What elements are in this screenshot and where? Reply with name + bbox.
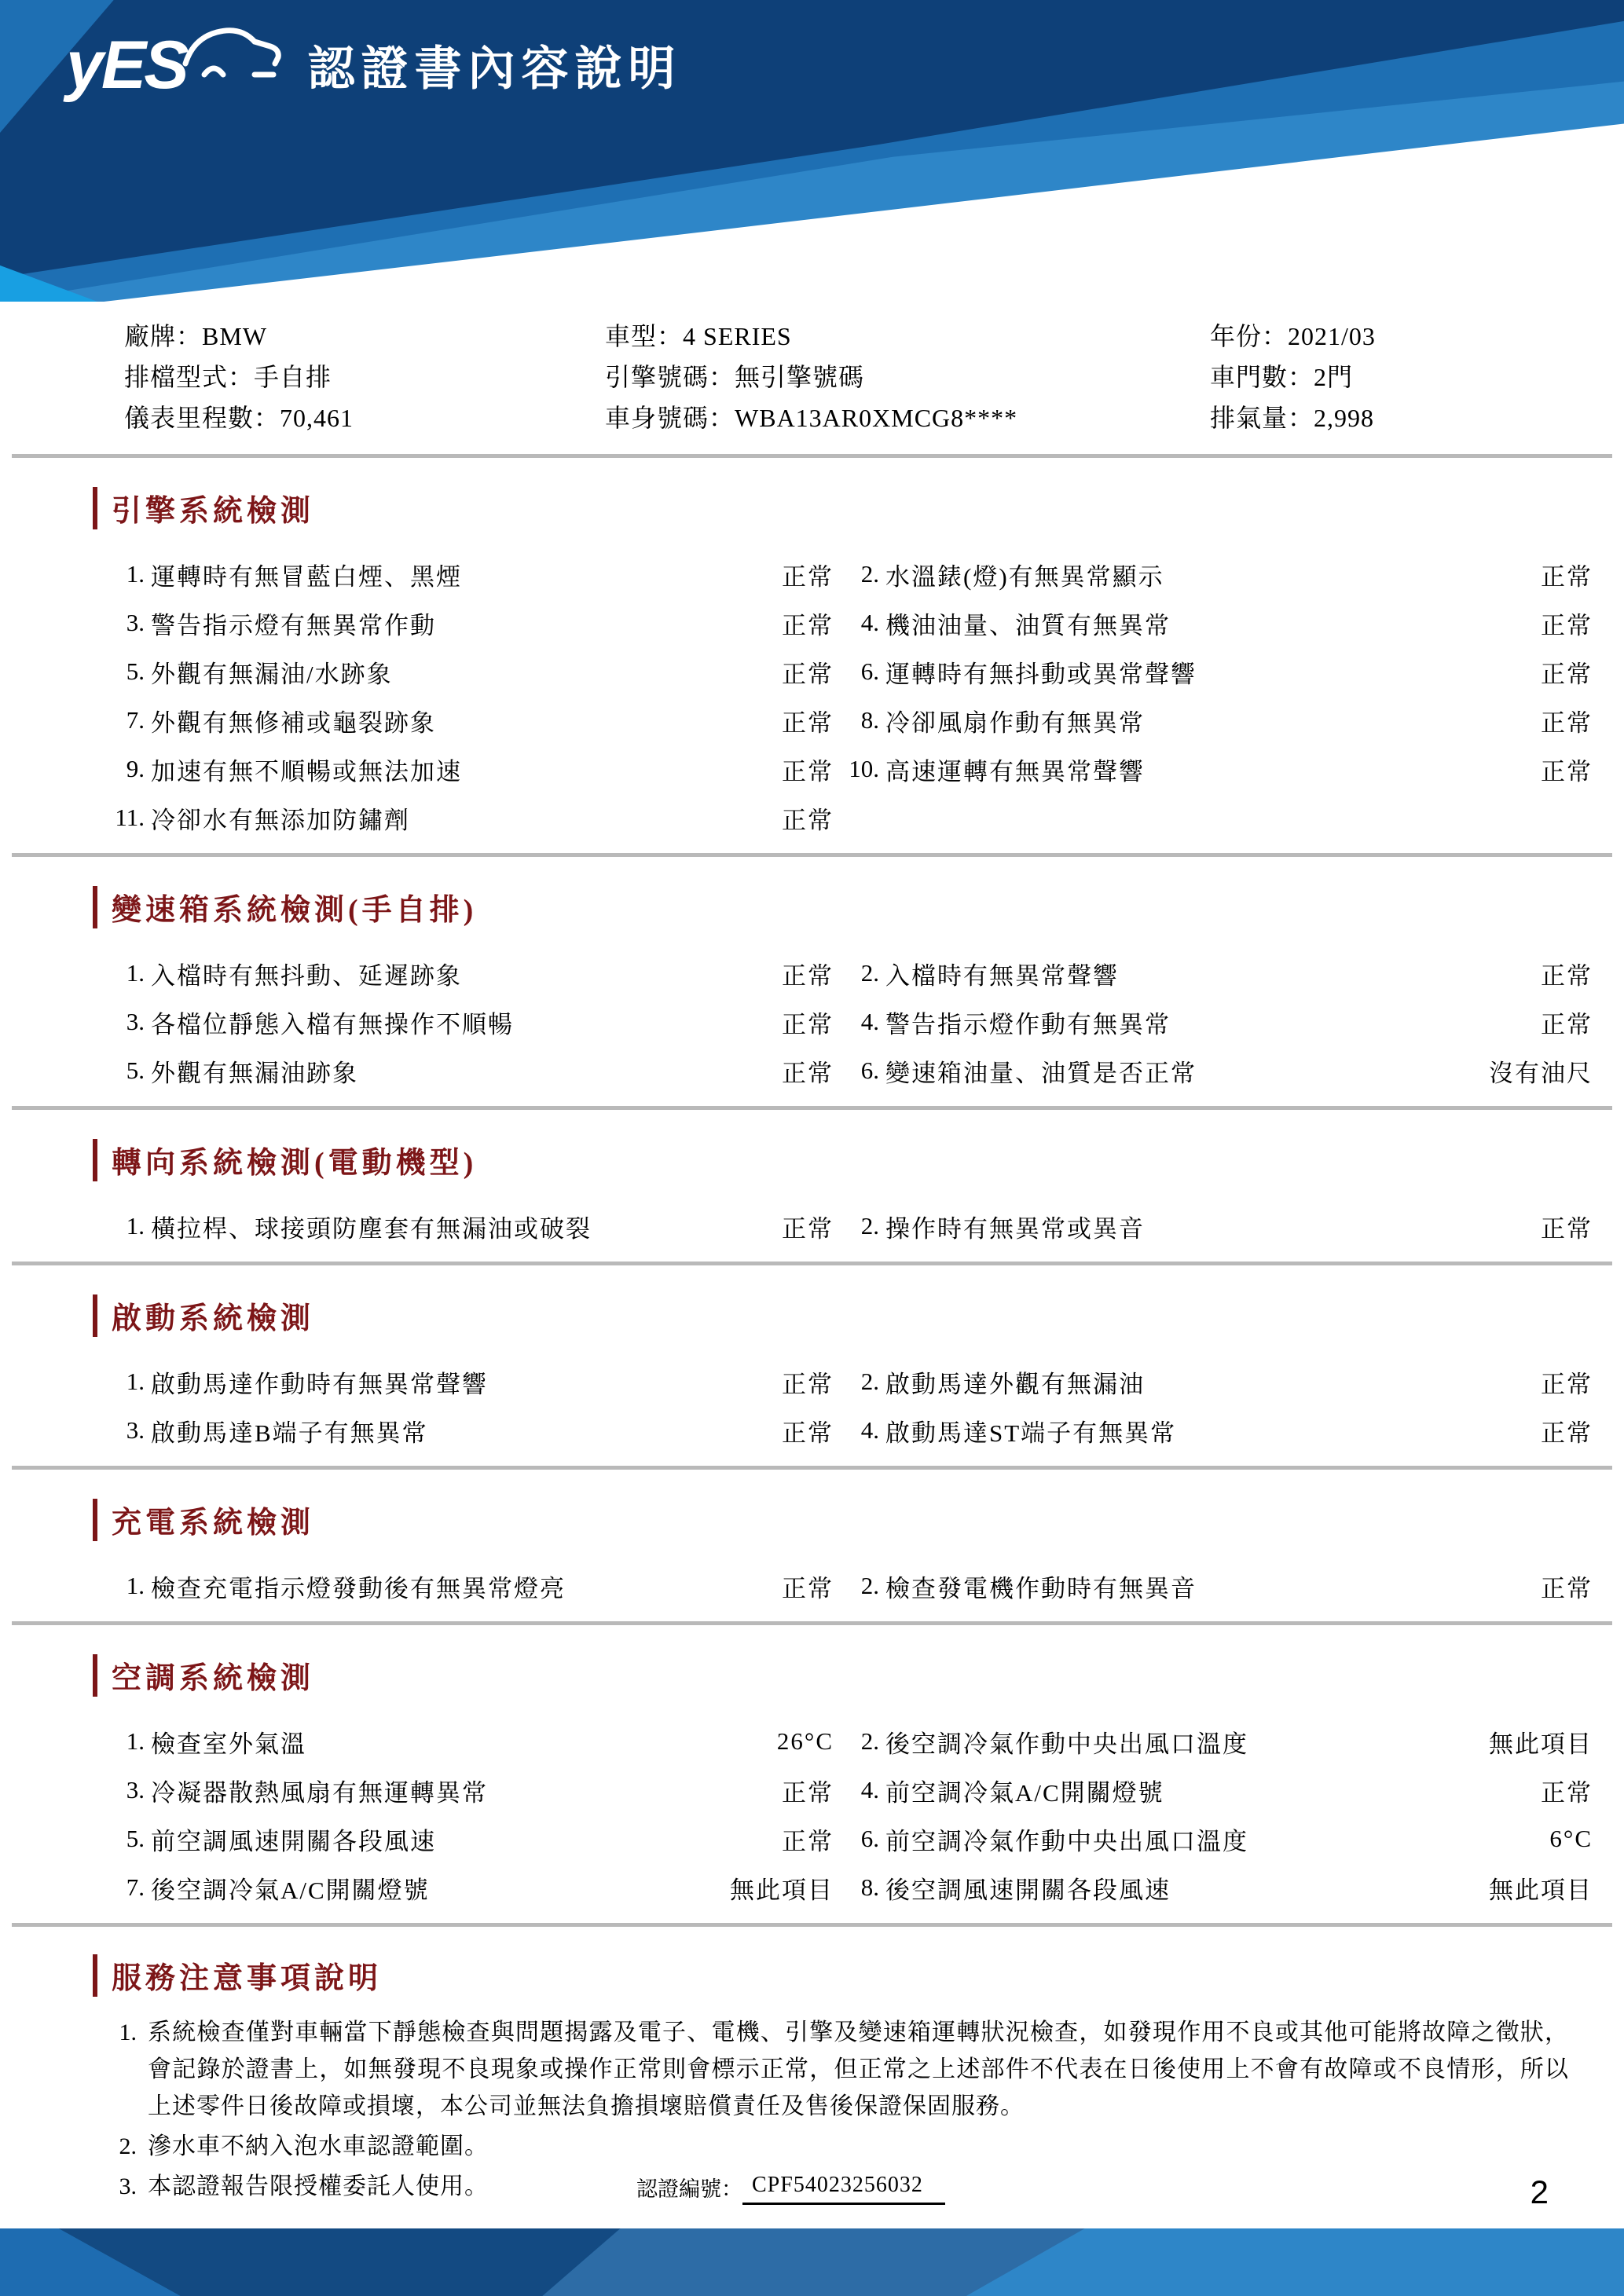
item-number: 9. xyxy=(126,755,145,782)
field-label: 排氣量： xyxy=(1210,404,1314,432)
check-item xyxy=(834,752,1593,787)
section-items xyxy=(0,1709,1624,1917)
check-item xyxy=(834,1822,1593,1857)
note-text: 系統檢查僅對車輛當下靜態檢查與問題揭露及電子、電機、引擎及變速箱運轉狀況檢查，如發現作用不良或其他可能將故障之徵狀，會記錄於證書上，如無發現不良現象或操作正常則會標示正常，但正常之上述部件不代表在日後使用上不會有故障或不良情形，所以上述零件日後故障或損壞，本公司並無法負擔損壞賠償責任及售後保證保固服務。 xyxy=(148,2020,1569,2119)
note-text: 滲水車不納入泡水車認證範圍。 xyxy=(148,2133,489,2159)
item-label: 後空調冷氣作動中央出風口溫度 xyxy=(885,1730,1248,1758)
item-number: 8. xyxy=(860,706,879,734)
item-label: 入檔時有無異常聲響 xyxy=(885,961,1119,990)
page-footer xyxy=(0,2228,1624,2296)
item-label: 啟動馬達作動時有無異常聲響 xyxy=(151,1370,488,1398)
item-label: 各檔位靜態入檔有無操作不順暢 xyxy=(151,1010,514,1038)
item-number: 3. xyxy=(126,1416,145,1444)
divider xyxy=(12,1923,1612,1927)
field-label: 引擎號碼： xyxy=(605,363,735,391)
item-row xyxy=(99,696,1593,745)
check-item xyxy=(99,1724,834,1760)
field-value: 2,998 xyxy=(1314,404,1375,432)
check-item xyxy=(834,1005,1593,1040)
item-number: 6. xyxy=(860,1825,879,1852)
vehicle-field-mileage xyxy=(124,397,605,438)
item-value: 正常 xyxy=(1541,1010,1593,1038)
section-service-notes xyxy=(0,1933,1624,2205)
item-row xyxy=(99,1046,1593,1095)
item-label: 冷卻水有無添加防鏽劑 xyxy=(151,806,410,834)
item-value: 正常 xyxy=(1541,611,1593,639)
section-title-text: 轉向系統檢測(電動機型) xyxy=(112,1147,478,1180)
item-label: 警告指示燈作動有無異常 xyxy=(885,1010,1171,1038)
item-number: 2. xyxy=(860,959,879,987)
field-label: 年份： xyxy=(1210,322,1289,350)
item-row xyxy=(99,1766,1593,1814)
item-row xyxy=(99,793,1593,842)
item-number: 8. xyxy=(860,1873,879,1901)
section-aircon xyxy=(0,1631,1624,1917)
check-item xyxy=(99,606,834,641)
item-row xyxy=(99,1717,1593,1766)
item-label: 警告指示燈有無異常作動 xyxy=(151,611,436,639)
item-row xyxy=(99,1863,1593,1912)
section-header-transmission xyxy=(93,885,1624,928)
item-label: 外觀有無漏油跡象 xyxy=(151,1059,358,1087)
item-value: 正常 xyxy=(782,1214,834,1243)
section-items xyxy=(0,1554,1624,1615)
item-value: 正常 xyxy=(782,757,834,785)
section-items xyxy=(0,1194,1624,1255)
vehicle-field-vin xyxy=(605,397,1210,438)
check-item xyxy=(99,1209,834,1244)
item-value: 正常 xyxy=(782,709,834,737)
vehicle-field-brand xyxy=(124,316,605,357)
vehicle-field-transmission xyxy=(124,357,605,397)
field-value: 4 SERIES xyxy=(683,322,792,350)
check-item xyxy=(834,1724,1593,1760)
item-number: 1. xyxy=(126,1727,145,1755)
check-item xyxy=(99,1364,834,1400)
item-row xyxy=(99,949,1593,998)
item-row xyxy=(99,1357,1593,1406)
certificate-number-label: 認證編號： xyxy=(636,2177,742,2201)
item-number: 6. xyxy=(860,657,879,685)
section-title-bar xyxy=(93,1954,97,1997)
item-value: 正常 xyxy=(1541,660,1593,688)
item-number: 5. xyxy=(126,1825,145,1852)
field-label: 車型： xyxy=(605,322,684,350)
item-value: 正常 xyxy=(1541,1419,1593,1447)
item-value: 正常 xyxy=(1541,1778,1593,1807)
item-row xyxy=(99,998,1593,1046)
check-item xyxy=(99,956,834,991)
item-label: 水溫錶(燈)有無異常顯示 xyxy=(885,562,1164,591)
item-number: 2. xyxy=(860,1727,879,1755)
section-header-notes xyxy=(93,1954,1624,1997)
section-header-starting xyxy=(93,1294,1624,1337)
item-number: 1. xyxy=(126,1368,145,1395)
item-label: 運轉時有無抖動或異常聲響 xyxy=(885,660,1197,688)
field-value: 手自排 xyxy=(254,363,332,391)
section-title-text: 引擎系統檢測 xyxy=(112,495,315,528)
section-title-bar xyxy=(93,1654,97,1697)
item-value: 正常 xyxy=(782,562,834,591)
item-number: 3. xyxy=(126,609,145,636)
item-number: 1. xyxy=(126,1572,145,1599)
section-title-text: 服務注意事項說明 xyxy=(112,1962,383,1995)
check-item xyxy=(834,1364,1593,1400)
item-number: 7. xyxy=(126,706,145,734)
item-value: 正常 xyxy=(782,660,834,688)
divider xyxy=(12,853,1612,857)
item-number: 4. xyxy=(860,609,879,636)
item-number: 1. xyxy=(126,959,145,987)
item-number: 2. xyxy=(860,1368,879,1395)
vehicle-field-engine-no xyxy=(605,357,1210,397)
check-item xyxy=(99,800,834,836)
item-value: 無此項目 xyxy=(1489,1876,1593,1904)
item-value: 正常 xyxy=(782,1419,834,1447)
note-list xyxy=(0,2009,1624,2205)
item-label: 外觀有無漏油/水跡象 xyxy=(151,660,393,688)
section-starting xyxy=(0,1272,1624,1459)
item-label: 入檔時有無抖動、延遲跡象 xyxy=(151,961,462,990)
check-item xyxy=(99,1413,834,1448)
item-label: 後空調冷氣A/C開關燈號 xyxy=(151,1876,430,1904)
field-label: 廠牌： xyxy=(124,322,203,350)
section-steering xyxy=(0,1116,1624,1255)
section-header-aircon xyxy=(93,1653,1624,1697)
field-value: WBA13AR0XMCG8**** xyxy=(735,404,1018,432)
section-title-bar xyxy=(93,1139,97,1181)
field-value: 無引擎號碼 xyxy=(735,363,865,391)
check-item xyxy=(834,1209,1593,1244)
check-item xyxy=(99,1773,834,1808)
divider xyxy=(12,1106,1612,1110)
section-title-text: 空調系統檢測 xyxy=(112,1662,315,1695)
check-item xyxy=(99,1005,834,1040)
divider xyxy=(12,1262,1612,1265)
section-title-bar xyxy=(93,1499,97,1541)
check-item xyxy=(99,557,834,592)
check-item xyxy=(99,654,834,690)
item-number: 2. xyxy=(860,1212,879,1240)
item-row xyxy=(99,1202,1593,1251)
vehicle-field-year xyxy=(1210,316,1596,357)
check-item xyxy=(834,956,1593,991)
item-value: 正常 xyxy=(1541,1370,1593,1398)
check-item xyxy=(99,1569,834,1604)
item-label: 加速有無不順暢或無法加速 xyxy=(151,757,462,785)
item-label: 前空調風速開關各段風速 xyxy=(151,1827,436,1855)
item-value: 正常 xyxy=(782,1370,834,1398)
item-label: 高速運轉有無異常聲響 xyxy=(885,757,1145,785)
section-title-bar xyxy=(93,487,97,529)
field-value: BMW xyxy=(202,322,268,350)
item-label: 檢查室外氣溫 xyxy=(151,1730,306,1758)
vehicle-field-displacement xyxy=(1210,397,1596,438)
item-label: 檢查充電指示燈發動後有無異常燈亮 xyxy=(151,1574,566,1602)
field-label: 車身號碼： xyxy=(605,404,735,432)
section-transmission xyxy=(0,863,1624,1100)
item-number: 7. xyxy=(126,1873,145,1901)
check-item xyxy=(834,557,1593,592)
divider xyxy=(12,1466,1612,1470)
item-label: 機油油量、油質有無異常 xyxy=(885,611,1171,639)
item-row xyxy=(99,550,1593,599)
check-item xyxy=(99,1822,834,1857)
item-value: 正常 xyxy=(782,1778,834,1807)
item-number: 4. xyxy=(860,1416,879,1444)
item-row xyxy=(99,1406,1593,1455)
item-label: 冷凝器散熱風扇有無運轉異常 xyxy=(151,1778,488,1807)
item-label: 檢查發電機作動時有無異音 xyxy=(885,1574,1197,1602)
note-number: 3. xyxy=(119,2173,137,2199)
item-row xyxy=(99,1562,1593,1610)
item-value: 正常 xyxy=(1541,757,1593,785)
item-value: 正常 xyxy=(782,1059,834,1087)
item-value: 正常 xyxy=(1541,1574,1593,1602)
item-row xyxy=(99,745,1593,793)
divider xyxy=(12,454,1612,458)
item-number: 10. xyxy=(849,755,879,782)
item-number: 3. xyxy=(126,1776,145,1803)
page-number: 2 xyxy=(1530,2173,1549,2210)
item-label: 啟動馬達ST端子有無異常 xyxy=(885,1419,1177,1447)
note-text: 本認證報告限授權委託人使用。 xyxy=(148,2173,489,2199)
note-item xyxy=(101,2014,1569,2125)
page-header xyxy=(0,0,1624,302)
vehicle-info xyxy=(0,302,1624,448)
item-label: 前空調冷氣A/C開關燈號 xyxy=(885,1778,1164,1807)
certificate-number-block xyxy=(636,2168,945,2205)
item-value: 正常 xyxy=(782,1827,834,1855)
page-title: 認證書內容說明 xyxy=(307,42,682,95)
check-item xyxy=(834,1413,1593,1448)
certificate-number-value: CPF54023256032 xyxy=(742,2170,945,2205)
note-item xyxy=(101,2168,1569,2205)
item-number: 4. xyxy=(860,1008,879,1035)
item-number: 4. xyxy=(860,1776,879,1803)
item-label: 橫拉桿、球接頭防塵套有無漏油或破裂 xyxy=(151,1214,592,1243)
item-value: 沒有油尺 xyxy=(1489,1059,1593,1087)
item-label: 操作時有無異常或異音 xyxy=(885,1214,1145,1243)
divider xyxy=(12,1621,1612,1625)
item-label: 變速箱油量、油質是否正常 xyxy=(885,1059,1197,1087)
item-value: 無此項目 xyxy=(1489,1730,1593,1758)
item-label: 運轉時有無冒藍白煙、黑煙 xyxy=(151,562,462,591)
check-item xyxy=(834,1053,1593,1089)
item-row xyxy=(99,647,1593,696)
check-item xyxy=(99,703,834,738)
item-label: 冷卻風扇作動有無異常 xyxy=(885,709,1145,737)
check-item xyxy=(834,606,1593,641)
check-item xyxy=(99,1870,834,1906)
field-value: 2021/03 xyxy=(1288,322,1376,350)
item-value: 6°C xyxy=(1549,1825,1593,1852)
item-number: 2. xyxy=(860,1572,879,1599)
check-item xyxy=(834,654,1593,690)
brand-block xyxy=(66,27,682,103)
item-number: 1. xyxy=(126,560,145,588)
item-value: 正常 xyxy=(1541,709,1593,737)
item-value: 正常 xyxy=(782,611,834,639)
item-number: 6. xyxy=(860,1056,879,1084)
section-title-bar xyxy=(93,1294,97,1337)
item-value: 正常 xyxy=(782,1574,834,1602)
section-title-text: 充電系統檢測 xyxy=(112,1507,315,1540)
field-label: 排檔型式： xyxy=(124,363,255,391)
field-value: 2門 xyxy=(1314,363,1354,391)
item-row xyxy=(99,599,1593,647)
section-title-text: 啟動系統檢測 xyxy=(112,1302,315,1335)
check-item xyxy=(834,1870,1593,1906)
check-item xyxy=(834,1569,1593,1604)
item-label: 啟動馬達B端子有無異常 xyxy=(151,1419,428,1447)
section-title-text: 變速箱系統檢測(手自排) xyxy=(112,894,478,927)
item-label: 前空調冷氣作動中央出風口溫度 xyxy=(885,1827,1248,1855)
item-label: 後空調風速開關各段風速 xyxy=(885,1876,1171,1904)
item-number: 11. xyxy=(115,804,145,831)
item-number: 5. xyxy=(126,657,145,685)
vehicle-field-model xyxy=(605,316,1210,357)
field-label: 車門數： xyxy=(1210,363,1314,391)
note-number: 2. xyxy=(119,2133,137,2159)
note-item xyxy=(101,2128,1569,2165)
yes-logo: yES xyxy=(66,27,187,103)
item-label: 啟動馬達外觀有無漏油 xyxy=(885,1370,1145,1398)
check-item xyxy=(99,752,834,787)
field-label: 儀表里程數： xyxy=(124,404,280,432)
item-number: 3. xyxy=(126,1008,145,1035)
item-value: 26°C xyxy=(776,1727,834,1755)
item-value: 正常 xyxy=(1541,1214,1593,1243)
item-value: 正常 xyxy=(1541,961,1593,990)
item-value: 無此項目 xyxy=(730,1876,834,1904)
item-number: 5. xyxy=(126,1056,145,1084)
section-items xyxy=(0,941,1624,1100)
item-label: 外觀有無修補或龜裂跡象 xyxy=(151,709,436,737)
section-charging xyxy=(0,1476,1624,1615)
section-title-bar xyxy=(93,886,97,928)
item-number: 1. xyxy=(126,1212,145,1240)
item-row xyxy=(99,1814,1593,1863)
field-value: 70,461 xyxy=(280,404,354,432)
check-item xyxy=(834,703,1593,738)
note-number: 1. xyxy=(119,2020,137,2045)
section-header-steering xyxy=(93,1138,1624,1181)
section-items xyxy=(0,542,1624,847)
item-value: 正常 xyxy=(782,1010,834,1038)
section-engine xyxy=(0,464,1624,847)
section-header-engine xyxy=(93,486,1624,529)
item-value: 正常 xyxy=(1541,562,1593,591)
check-item xyxy=(834,1773,1593,1808)
item-value: 正常 xyxy=(782,806,834,834)
vehicle-field-doors xyxy=(1210,357,1596,397)
item-value: 正常 xyxy=(782,961,834,990)
section-items xyxy=(0,1349,1624,1459)
check-item xyxy=(99,1053,834,1089)
car-logo-icon xyxy=(182,23,284,88)
item-number: 2. xyxy=(860,560,879,588)
section-header-charging xyxy=(93,1498,1624,1541)
